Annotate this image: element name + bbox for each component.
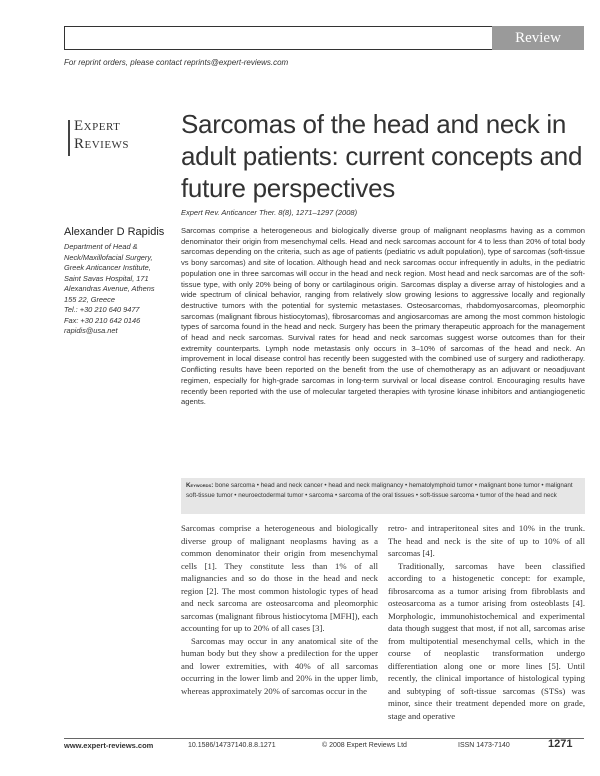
body-paragraph: retro- and intraperitoneal sites and 10% in the trunk. The head and neck is the site of up to 10% of all sarcomas [4]. [388,523,585,558]
footer-issn: ISSN 1473-7140 [458,742,510,749]
body-column-2 [388,522,585,722]
affiliation-line: Saint Savas Hospital, 171 [64,273,149,283]
body-paragraph: Sarcomas may occur in any anatomical site of the human body but they show a predilection for the upper and lower extremities, with 40% of all sarcomas occurring in the lower limb and 20% in the upper limb, whereas approximately 20% of sarcomas occur in the [181,635,378,696]
keywords-list: bone sarcoma • head and neck cancer • head and neck malignancy • hematolymphoid tumor • malignant bone tumor • malignant soft-tissue tumor • neuroectodermal tumor • sarcoma • sarcoma of the oral tissues • soft-tissue sarcoma • tumor of the head and neck [186,482,573,499]
keywords-label: Keywords: [186,482,214,489]
body-column-1 [181,522,378,697]
footer-website-link[interactable]: www.expert-reviews.com [64,741,154,750]
affiliation-line: 155 22, Greece [64,294,115,304]
affiliation-line: Greek Anticancer Institute, [64,263,151,272]
footer-copyright: © 2008 Expert Reviews Ltd [322,742,407,749]
body-paragraph: Sarcomas comprise a heterogeneous and biologically diverse group of malignant neoplasms having as a common denominator their origin from mesenchymal cells [1]. They constitute less than 1% of all malignancies and so do those in the head and neck region [2]. The most common histologic types of head and neck sarcoma are osteosarcoma and pleomorphic sarcomas (malignant fibrous histiocytoma [MFH]), each accounting for up to 20% of all cases [3]. [181,523,378,633]
abstract-text: Sarcomas comprise a heterogeneous and biologically diverse group of malignant neoplasms having as a common denominator their origin from mesenchymal cells. Head and neck sarcomas account for 4 to less than 20% of total body sarcomas depending on the criteria, such as age of patients (pediatric vs adult population), type of sarcomas (soft-tissue vs bony sarcomas) and site of location. Although head and neck sarcomas occur infrequently in adults, in the pediatric population one in three sarcomas will occur in the head and neck region. Most head and neck sarcomas are of the soft-tissue type, with only 20% being of bony or cartilaginous origin. Sarcomas display a diverse array of histologies and a wide spectrum of clinical behavior, ranging from relatively slow growing lesions to aggressive locally and regionally destructive tumors with the potential for systemic metastases. Osteosarcomas, rhabdomyosarcomas, pleomorphic sarcomas (malignant fibrous histiocytomas), fibrosarcomas and angiosarcomas are among the most common histologic types of sarcoma found in the head and neck. Surgery has been the primary therapeutic approach for the management of head and neck sarcomas. Survival rates for head and neck sarcomas suggest worse outcomes than for their extremity counterparts. Lymph node metastasis only occurs in 3–10% of sarcomas of the head and neck. An improvement in local disease control has recently been suggested with the combined use of surgery and radiotherapy. Conflicting results have been reported on the benefit from the use of chemotherapy as an adjuvant or neoadjuvant regimen, especially for high-grade sarcomas in long-term survival or local disease control. Encouraging results have recently been reported with the use of molecular targeted therapies with tyrosine kinase inhibitors and antiangiogenetic agents. [181,226,585,407]
page-number: 1271 [548,738,573,750]
logo-bar [68,120,70,156]
reprint-note: For reprint orders, please contact reprints@expert-reviews.com [64,58,289,67]
affiliation-line: Alexandras Avenue, Athens [64,284,155,293]
author-name: Alexander D Rapidis [64,226,165,238]
body-paragraph: Traditionally, sarcomas have been classified according to a histogenetic concept: for example, fibrosarcoma as a tumor arising from fibroblasts and osteosarcoma as a tumor arising from osteoblasts [4]. Morphologic, immunohistochemical and experimental data though suggest that most, if not all, sarcomas arise from multipotential mesenchymal cells, which in the course of neoplastic transformation undergo differentiation along one or more lines [5]. Until recently, the clinical importance of histological typing and subtyping of soft-tissue sarcomas (STSs) was minor, since their treatment depended more on grade, stage and operative [388,560,585,721]
phone-line: Tel.: +30 210 640 9477 [64,305,140,314]
logo-line-1: Expert [74,118,121,134]
footer-rule [64,738,584,739]
journal-logo [68,118,158,156]
footer-doi: 10.1586/14737140.8.8.1271 [188,742,276,749]
article-citation: Expert Rev. Anticancer Ther. 8(8), 1271–1297 (2008) [181,208,358,217]
affiliation-line: Department of Head & [64,242,138,251]
author-affiliation [64,242,184,337]
affiliation-line: Neck/Maxillofacial Surgery, [64,252,153,262]
fax-line: Fax: +30 210 642 0146 [64,315,141,325]
keywords-box [181,478,585,514]
email-link[interactable]: rapidis@usa.net [64,326,118,335]
review-label: Review [492,26,584,50]
logo-line-2: Reviews [74,136,130,152]
article-title: Sarcomas of the head and neck in adult patients: current concepts and future perspectives [181,109,583,203]
